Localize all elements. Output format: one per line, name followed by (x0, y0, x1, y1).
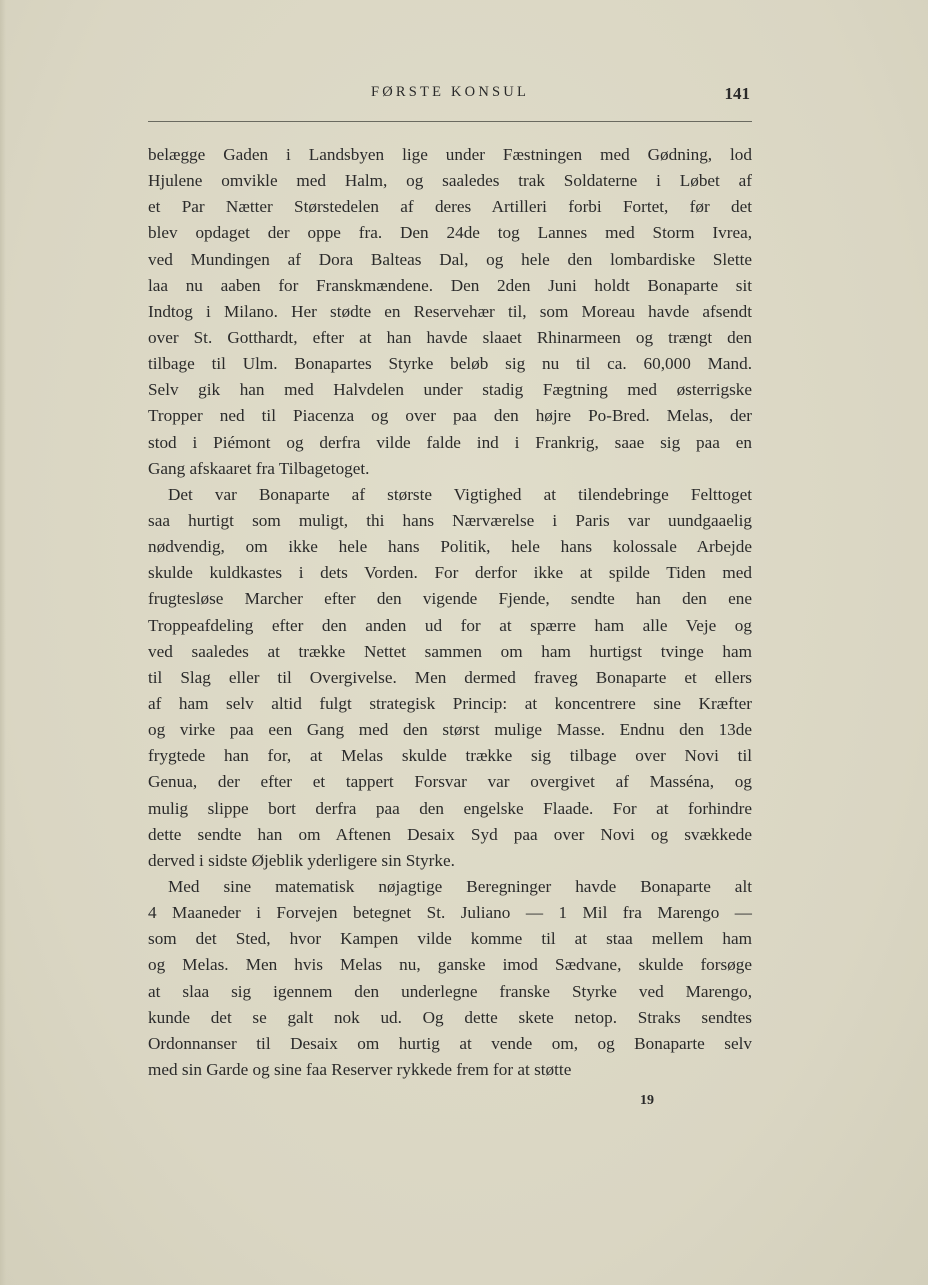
text-line: belægge Gaden i Landsbyen lige under Fæstningen med Gødning, lod (148, 145, 752, 164)
text-line: mulig slippe bort derfra paa den engelske Flaade. For at forhindre (148, 798, 752, 818)
text-line: Tropper ned til Piacenza og over paa den højre Po-Bred. Melas, der (148, 406, 752, 426)
text-line: af ham selv altid fulgt strategisk Princip: at koncentrere sine Kræfter (148, 693, 752, 713)
paragraph (148, 142, 752, 482)
text-line: som det Sted, hvor Kampen vilde komme til at staa mellem ham (148, 929, 752, 949)
paragraph (148, 482, 752, 874)
text-line: blev opdaget der oppe fra. Den 24de tog Lannes med Storm Ivrea, (148, 223, 752, 243)
text-line: dette sendte han om Aftenen Desaix Syd paa over Novi og svækkede (148, 824, 752, 844)
text-line: at slaa sig igennem den underlegne franske Styrke ved Marengo, (148, 981, 752, 1001)
text-line: Gang afskaaret fra Tilbagetoget. (148, 458, 370, 478)
text-line: Hjulene omvikle med Halm, og saaledes trak Soldaterne i Løbet af (148, 171, 752, 191)
text-line: Genua, der efter et tappert Forsvar var overgivet af Masséna, og (148, 772, 752, 792)
page-number: 141 (724, 84, 750, 103)
text-line: ved Mundingen af Dora Balteas Dal, og hele den lombardiske Slette (148, 249, 752, 269)
text-line: 4 Maaneder i Forvejen betegnet St. Juliano — 1 Mil fra Marengo — (148, 903, 752, 923)
text-line: saa hurtigt som muligt, thi hans Nærværelse i Paris var uundgaaelig (148, 510, 752, 530)
text-line: med sin Garde og sine faa Reserver rykkede frem for at støtte (148, 1059, 572, 1079)
text-line: og virke paa een Gang med den størst mulige Masse. Endnu den 13de (148, 720, 752, 740)
page-header (148, 82, 752, 106)
text-line: nødvendig, om ikke hele hans Politik, hele hans kolossale Arbejde (148, 537, 752, 557)
text-line: og Melas. Men hvis Melas nu, ganske imod Sædvane, skulde forsøge (148, 955, 752, 975)
text-line: Troppeafdeling efter den anden ud for at spærre ham alle Veje og (148, 615, 752, 635)
text-line: frugtesløse Marcher efter den vigende Fjende, sendte han den ene (148, 589, 752, 609)
header-rule (148, 121, 752, 122)
paragraph (148, 874, 752, 1083)
text-line: Indtog i Milano. Her stødte en Reservehær til, som Moreau havde afsendt (148, 301, 752, 321)
text-line: stod i Piémont og derfra vilde falde ind i Frankrig, saae sig paa en (148, 432, 752, 452)
text-line: et Par Nætter Størstedelen af deres Artilleri forbi Fortet, før det (148, 197, 752, 217)
text-line: derved i sidste Øjeblik yderligere sin Styrke. (148, 850, 455, 870)
text-line: til Slag eller til Overgivelse. Men dermed fraveg Bonaparte et ellers (148, 667, 752, 687)
page-binding-edge (0, 0, 6, 1285)
text-line: skulde kuldkastes i dets Vorden. For derfor ikke at spilde Tiden med (148, 563, 752, 583)
text-line: frygtede han for, at Melas skulde trække sig tilbage over Novi til (148, 746, 752, 766)
running-title: FØRSTE KONSUL (370, 84, 530, 100)
text-line: laa nu aaben for Franskmændene. Den 2den Juni holdt Bonaparte sit (148, 275, 752, 295)
text-line: Det var Bonaparte af største Vigtighed at tilendebringe Felttoget (168, 484, 752, 504)
signature-mark: 19 (640, 1093, 654, 1108)
text-line: Ordonnanser til Desaix om hurtig at vende om, og Bonaparte selv (148, 1033, 752, 1053)
text-line: ved saaledes at trække Nettet sammen om ham hurtigst tvinge ham (148, 641, 752, 661)
body-text (148, 142, 752, 1083)
text-line: over St. Gotthardt, efter at han havde slaaet Rhinarmeen og trængt den (148, 327, 752, 347)
text-line: kunde det se galt nok ud. Og dette skete netop. Straks sendtes (148, 1007, 752, 1027)
text-line: tilbage til Ulm. Bonapartes Styrke beløb sig nu til ca. 60,000 Mand. (148, 354, 752, 374)
text-line: Med sine matematisk nøjagtige Beregninger havde Bonaparte alt (168, 876, 752, 896)
text-line: Selv gik han med Halvdelen under stadig Fægtning med østerrigske (148, 380, 752, 400)
